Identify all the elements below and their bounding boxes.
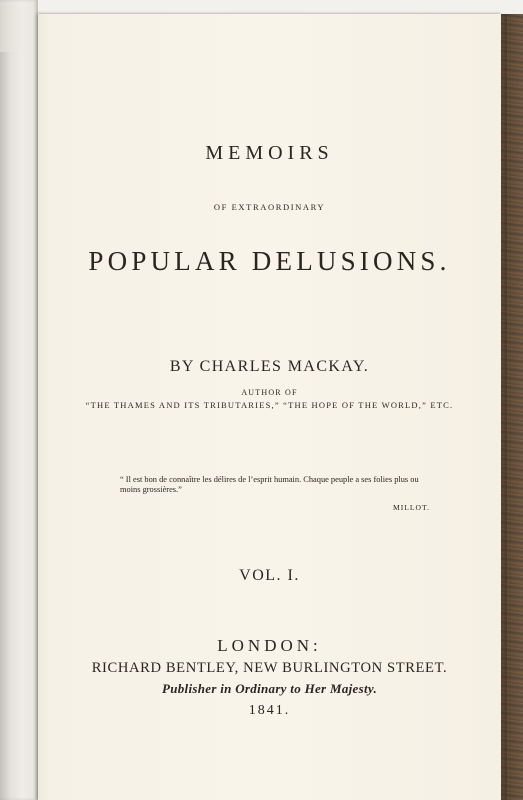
publication-year: 1841. (248, 703, 291, 718)
title-page-content (38, 14, 501, 800)
memoirs-heading: MEMOIRS (205, 142, 334, 164)
other-works-line: “THE THAMES AND ITS TRIBUTARIES,” “THE HOPE OF THE WORLD,” ETC. (85, 400, 454, 410)
city-line: LONDON: (217, 636, 322, 655)
title-page (38, 14, 501, 800)
background (38, 0, 523, 14)
main-title: POPULAR DELUSIONS. (88, 246, 451, 276)
epigraph-attribution: MILLOT. (392, 503, 430, 512)
epigraph: “ Il est bon de connaître les délires de l’esprit humain. Chaque peuple a ses folies plus ou moins grossières.” (120, 475, 419, 494)
publisher-line: RICHARD BENTLEY, NEW BURLINGTON STREET. (91, 660, 448, 676)
author-line: BY CHARLES MACKAY. (169, 358, 370, 375)
of-extraordinary-line: OF EXTRAORDINARY (213, 202, 326, 212)
cover-shadow (0, 52, 36, 800)
author-of-label: AUTHOR OF (241, 388, 298, 397)
volume-number: VOL. I. (239, 567, 300, 584)
publisher-title-line: Publisher in Ordinary to Her Majesty. (161, 681, 378, 696)
